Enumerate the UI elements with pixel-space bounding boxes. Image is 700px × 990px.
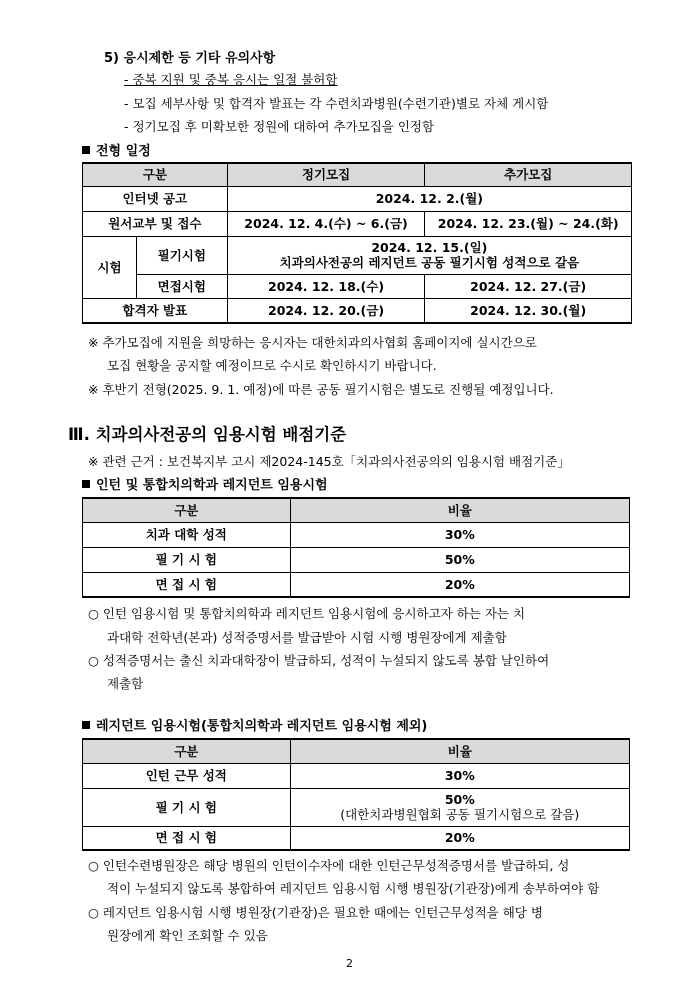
- resident-row-label: 필 기 시 험: [83, 788, 291, 826]
- row-result-extra: 2024. 12. 30.(월): [425, 298, 632, 323]
- row-internet-notice: [83, 186, 632, 211]
- notice-item-3: - 정기모집 후 미확보한 정원에 대하여 추가모집을 인정함: [124, 119, 435, 134]
- intern-row-value: 20%: [290, 572, 629, 597]
- resident-row-value: [290, 788, 629, 826]
- exam-group-label: 시험: [83, 236, 137, 298]
- row-internet-value: 2024. 12. 2.(월): [227, 186, 631, 211]
- page-number: 2: [346, 957, 353, 970]
- intern-col-category: 구분: [83, 498, 291, 522]
- notice-item-1: [124, 70, 337, 88]
- table-row: [83, 522, 630, 547]
- intern-row-label: 필 기 시 험: [83, 547, 291, 572]
- resident-note-1: ○ 인턴수련병원장은 해당 병원의 인턴이수자에 대한 인턴근무성적증명서를 발급하되, 성: [88, 858, 570, 873]
- row-result: [83, 298, 632, 323]
- row-written-label: 필기시험: [136, 236, 227, 274]
- resident-note-2: ○ 레지던트 임용시험 시행 병원장(기관장)은 필요한 때에는 인턴근무성적을 해당 병: [88, 905, 543, 920]
- resident-row-label: 인턴 근무 성적: [83, 763, 291, 788]
- intern-note-1-cont: 과대학 전학년(본과) 성적증명서를 발급받아 시험 시행 병원장에게 제출함: [107, 630, 507, 645]
- intern-row-label: 치과 대학 성적: [83, 522, 291, 547]
- resident-col-ratio: 비율: [290, 739, 629, 763]
- resident-row-value: 20%: [290, 826, 629, 850]
- row-interview-extra: 2024. 12. 27.(금): [425, 274, 632, 298]
- row-result-regular: 2024. 12. 20.(금): [227, 298, 425, 323]
- col-header-regular: 정기모집: [227, 163, 425, 186]
- intern-table-heading: [82, 474, 328, 493]
- col-header-category: 구분: [83, 163, 228, 186]
- table-row: [83, 788, 630, 826]
- table-row: [83, 826, 630, 850]
- resident-row-value-main: 50%: [444, 792, 475, 807]
- schedule-note-2: ※ 후반기 전형(2025. 9. 1. 예정)에 따른 공동 필기시험은 별도로 진행될 예정입니다.: [88, 382, 554, 397]
- section-5-title: 5) 응시제한 등 기타 유의사항: [104, 51, 276, 66]
- schedule-heading-text: 전형 일정: [96, 144, 151, 159]
- square-bullet-icon: [82, 480, 90, 488]
- section-3-title: Ⅲ. 치과의사전공의 임용시험 배점기준: [68, 425, 347, 444]
- square-bullet-icon: [82, 721, 90, 729]
- square-bullet-icon: [82, 146, 90, 154]
- resident-header-row: [83, 739, 630, 763]
- section-3-basis: ※ 관련 근거 : 보건복지부 고시 제2024-145호「치과의사전공의의 임용시험 배점기준」: [88, 454, 570, 469]
- resident-note-1-cont: 적이 누설되지 않도록 봉합하여 레지던트 임용시험 시행 병원장(기관장)에게 송부하여야 함: [107, 881, 600, 896]
- col-header-extra: 추가모집: [425, 163, 632, 186]
- row-interview-regular: 2024. 12. 18.(수): [227, 274, 425, 298]
- schedule-note-1-cont: 모집 현황을 공지할 예정이므로 수시로 확인하시기 바랍니다.: [107, 358, 437, 373]
- table-row: [83, 547, 630, 572]
- intern-note-1: ○ 인턴 임용시험 및 통합치의학과 레지던트 임용시험에 응시하고자 하는 자는 치: [88, 606, 526, 621]
- table-row: [83, 763, 630, 788]
- row-application: [83, 211, 632, 236]
- row-written-note: 치과의사전공의 레지던트 공동 필기시험 성적으로 갈음: [279, 255, 580, 270]
- schedule-table: [82, 162, 632, 324]
- resident-score-table: [82, 738, 630, 851]
- intern-row-value: 50%: [290, 547, 629, 572]
- row-interview: [83, 274, 632, 298]
- row-internet-label: 인터넷 공고: [83, 186, 228, 211]
- resident-row-value: 30%: [290, 763, 629, 788]
- intern-note-2: ○ 성적증명서는 출신 치과대학장이 발급하되, 성적이 누설되지 않도록 봉합 날인하여: [88, 653, 550, 668]
- table-row: [83, 572, 630, 597]
- row-application-extra: 2024. 12. 23.(월) ~ 24.(화): [425, 211, 632, 236]
- row-application-regular: 2024. 12. 4.(수) ~ 6.(금): [227, 211, 425, 236]
- schedule-note-1: ※ 추가모집에 지원을 희망하는 응시자는 대한치과의사협회 홈페이지에 실시간으로: [88, 335, 537, 350]
- row-written-value: [227, 236, 631, 274]
- row-written-date: 2024. 12. 15.(일): [371, 240, 488, 255]
- intern-header-row: [83, 498, 630, 522]
- row-interview-label: 면접시험: [136, 274, 227, 298]
- row-application-label: 원서교부 및 접수: [83, 211, 228, 236]
- intern-row-label: 면 접 시 험: [83, 572, 291, 597]
- resident-row-value-sub: (대한치과병원협회 공동 필기시험으로 갈음): [340, 807, 580, 822]
- resident-col-category: 구분: [83, 739, 291, 763]
- row-result-label: 합격자 발표: [83, 298, 228, 323]
- intern-score-table: [82, 497, 630, 598]
- notice-item-1-text: - 중복 지원 및 중복 응시는 일절 불허함: [124, 72, 338, 87]
- row-written-exam: [83, 236, 632, 274]
- notice-item-2: - 모집 세부사항 및 합격자 발표는 각 수련치과병원(수련기관)별로 자체 게시함: [124, 96, 549, 111]
- intern-note-2-cont: 제출함: [107, 676, 144, 691]
- resident-note-2-cont: 원장에게 확인 조회할 수 있음: [107, 928, 268, 943]
- resident-table-heading: [82, 715, 427, 734]
- resident-row-label: 면 접 시 험: [83, 826, 291, 850]
- intern-row-value: 30%: [290, 522, 629, 547]
- intern-col-ratio: 비율: [290, 498, 629, 522]
- schedule-header-row: [83, 163, 632, 186]
- intern-table-heading-text: 인턴 및 통합치의학과 레지던트 임용시험: [96, 478, 328, 493]
- resident-table-heading-text: 레지던트 임용시험(통합치의학과 레지던트 임용시험 제외): [96, 719, 428, 734]
- schedule-heading: [82, 140, 151, 159]
